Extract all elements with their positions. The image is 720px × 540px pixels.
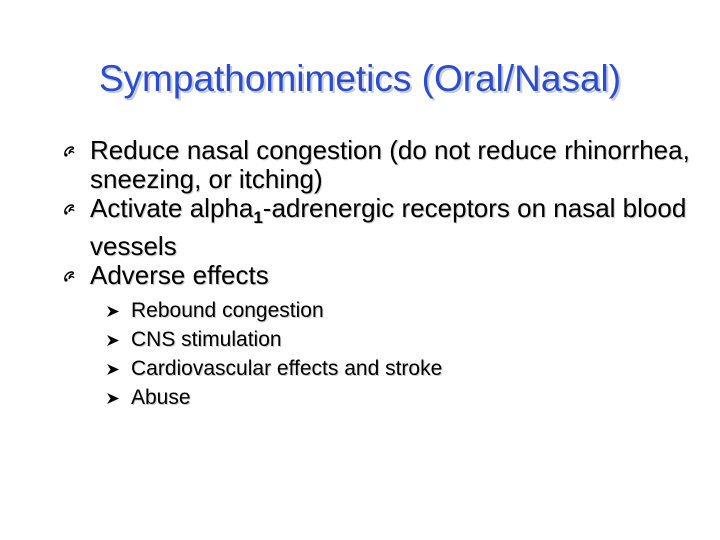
bullet-item-1 [62, 136, 702, 194]
bullet-subscript: 1 [253, 208, 263, 227]
sub-bullet-item [106, 383, 702, 412]
sub-bullet-text: Cardiovascular effects and stroke [131, 357, 443, 380]
bullet-glyph-icon [62, 203, 76, 215]
bullet-text: Adverse effects [90, 260, 269, 290]
bullet-item-2 [62, 194, 702, 261]
bullet-item-3 [62, 261, 702, 412]
arrow-bullet-icon [106, 305, 120, 318]
arrow-bullet-icon [106, 334, 120, 347]
sub-bullet-text: Rebound congestion [131, 299, 324, 322]
bullet-list [62, 136, 702, 412]
bullet-text-before: Activate alpha [90, 193, 254, 223]
sub-bullet-text: Abuse [131, 386, 191, 409]
sub-bullet-item [106, 354, 702, 383]
sub-bullet-list [90, 296, 702, 412]
sub-bullet-text: CNS stimulation [131, 328, 282, 351]
arrow-bullet-icon [106, 392, 120, 405]
bullet-glyph-icon [62, 145, 76, 157]
bullet-text: Reduce nasal congestion (do not reduce rhinorrhea, sneezing, or itching) [90, 135, 690, 194]
slide-title: Sympathomimetics (Oral/Nasal) [98, 58, 622, 99]
sub-bullet-item [106, 296, 702, 325]
bullet-text-after: -adrenergic receptors on nasal blood vessels [90, 193, 687, 261]
sub-bullet-item [106, 325, 702, 354]
bullet-glyph-icon [62, 270, 76, 282]
arrow-bullet-icon [106, 363, 120, 376]
